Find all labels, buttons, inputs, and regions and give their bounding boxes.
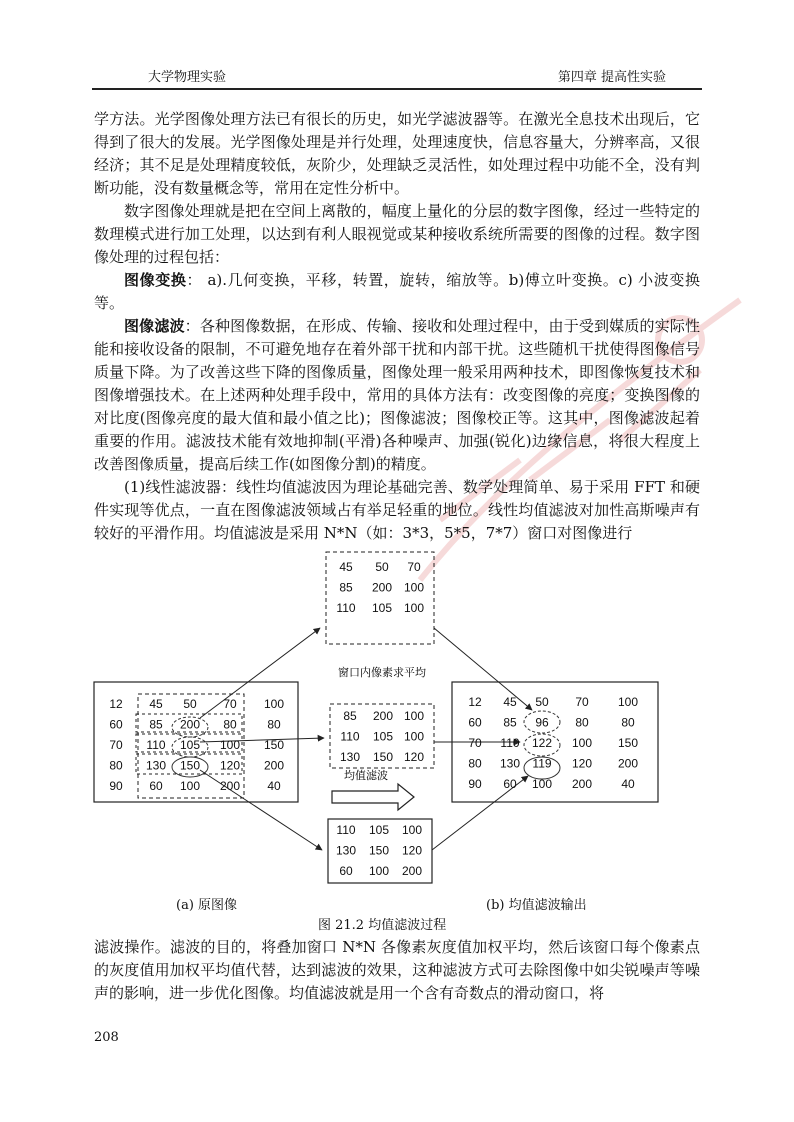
output-pixel-value: 100 (571, 736, 593, 750)
window-mid-value: 150 (372, 750, 394, 764)
window-bottom-value: 100 (401, 823, 423, 837)
output-pixel-value: 40 (621, 777, 635, 791)
output-pixel-value: 122 (531, 736, 553, 750)
window-top-value: 100 (403, 601, 425, 615)
arrow-to-middle-window (200, 738, 324, 742)
paragraph (94, 476, 700, 545)
window-top-value: 45 (339, 560, 353, 574)
output-pixel-value: 70 (468, 736, 482, 750)
window-top-value: 70 (407, 560, 421, 574)
original-pixel-value: 40 (267, 779, 281, 793)
output-pixel-value: 80 (468, 756, 482, 771)
arrow-to-top-window (200, 628, 320, 718)
window-top-value: 50 (375, 560, 389, 574)
window-top-value: 110 (336, 601, 356, 615)
original-pixel-value: 200 (179, 717, 201, 732)
original-pixel-value: 110 (146, 738, 166, 752)
paragraph-text: ：各种图像数据，在形成、传输、接收和处理过程中，由于受到媒质的实际性能和接收设备的限制，不可避免地存在着外部干扰和内部干扰。这些随机干扰使得图像信号质量下降。为了改善这些下降的图像质量，图像处理一般采用两种技术，即图像恢复技术和图像增强技术。在上述两种处理手段中，常用的具体方法有：改变图像的亮度；变换图像的对比度(图像亮度的最大值和最小值之比)；图像滤波；图像校正等。这其中，图像滤波起着重要的作用。滤波技术能有效地抑制(平滑)各种噪声、加强(锐化)边缘信息，将很大程度上改善图像质量，提高后续工作(如图像分割)的精度。 (94, 317, 700, 473)
original-pixel-value: 60 (149, 779, 163, 793)
output-pixel-value: 110 (500, 736, 520, 750)
original-pixel-value: 90 (109, 779, 123, 793)
window-mid-value: 200 (372, 709, 394, 723)
output-pixel-value: 200 (617, 756, 639, 771)
window-bottom-value: 60 (339, 864, 353, 878)
figure-label-b: (b) 均值滤波输出 (486, 898, 587, 913)
window-bottom-value: 130 (335, 843, 357, 858)
page-number: 208 (94, 1030, 119, 1045)
label-window-average: 窗口内像素求平均 (338, 666, 426, 679)
output-pixel-value: 119 (532, 756, 552, 771)
window-top-value: 100 (403, 580, 425, 595)
paragraph (94, 936, 700, 1005)
original-pixel-value: 70 (109, 738, 123, 752)
paragraph (94, 108, 700, 200)
paragraph-text: 滤波操作。滤波的目的，将叠加窗口 N*N 各像素灰度值加权平均，然后该窗口每个像素点的灰度值用加权平均值代替，达到滤波的效果，这种滤波方式可去除图像中如尖锐噪声等噪声的影响，进一步优化图像。均值滤波就是用一个含有奇数点的滑动窗口，将 (94, 938, 700, 1002)
window-mid-value: 120 (403, 750, 425, 764)
figure-caption: 图 21.2 均值滤波过程 (318, 918, 447, 933)
output-pixel-value: 60 (468, 715, 482, 730)
mean-filter-hollow-arrow (332, 784, 414, 810)
original-pixel-value: 150 (263, 738, 285, 752)
window-bottom-value: 120 (401, 843, 423, 858)
original-pixel-value: 12 (109, 697, 123, 711)
window-top-value: 105 (371, 601, 393, 615)
running-header-chapter: 第四章 提高性实验 (557, 70, 666, 85)
output-pixel-value: 80 (621, 715, 635, 730)
original-pixel-value: 45 (149, 697, 163, 711)
paragraph-text: 数字图像处理就是把在空间上离散的，幅度上量化的分层的数字图像，经过一些特定的数理模式进行加工处理，以达到有利人眼视觉或某种接收系统所需要的图像的过程。数字图像处理的过程包括： (94, 202, 700, 266)
output-pixel-value: 70 (575, 695, 589, 709)
window-mid-value: 110 (340, 729, 360, 744)
original-pixel-value: 150 (179, 758, 201, 773)
output-pixel-value: 90 (468, 777, 482, 791)
original-pixel-value: 85 (149, 717, 163, 732)
window-top-value: 85 (339, 580, 353, 595)
arrow-top-to-output (434, 628, 532, 710)
window-bottom-value: 100 (368, 864, 390, 878)
original-pixel-value: 120 (219, 758, 241, 773)
paragraph-text: 学方法。光学图像处理方法已有很长的历史，如光学滤波器等。在激光全息技术出现后，它得到了很大的发展。光学图像处理是并行处理，处理速度快，信息容量大，分辨率高，又很经济；其不足是处理精度较低，灰阶少，处理缺乏灵活性，如处理过程中功能不全，没有判断功能，没有数量概念等，常用在定性分析中。 (94, 110, 700, 197)
paragraph (94, 315, 700, 476)
window-mid-value: 105 (372, 729, 394, 744)
original-pixel-value: 80 (223, 717, 237, 732)
paragraph-text: ： a).几何变换，平移，转置，旋转，缩放等。b)傅立叶变换。c) 小波变换等。 (94, 271, 700, 312)
output-pixel-value: 12 (468, 695, 482, 709)
output-pixel-value: 100 (617, 695, 639, 709)
output-pixel-value: 150 (617, 736, 639, 750)
original-pixel-value: 80 (109, 758, 123, 773)
body-text-before-figure (94, 108, 700, 545)
original-pixel-value: 100 (179, 779, 201, 793)
original-pixel-value: 200 (263, 758, 285, 773)
original-pixel-value: 80 (267, 717, 281, 732)
original-pixel-value: 100 (263, 697, 285, 711)
output-pixel-value: 80 (575, 715, 589, 730)
paragraph-text: (1)线性滤波器：线性均值滤波因为理论基础完善、数学处理简单、易于采用 FFT 和硬件实现等优点，一直在图像滤波领域占有举足轻重的地位。线性均值滤波对加性高斯噪声有较好的平滑作用。均值滤波是采用 N*N（如：3*3，5*5，7*7）窗口对图像进行 (94, 478, 700, 542)
figure-label-a: (a) 原图像 (176, 898, 238, 913)
body-text-after-figure (94, 936, 700, 1005)
original-pixel-value: 50 (183, 697, 197, 711)
output-pixel-value: 100 (531, 777, 553, 791)
header-rule (92, 88, 702, 90)
figure-diagram (92, 548, 704, 920)
window-mid-value: 130 (339, 750, 361, 764)
paragraph (94, 269, 700, 315)
output-pixel-value: 45 (503, 695, 517, 709)
original-pixel-value: 70 (223, 697, 237, 711)
paragraph (94, 200, 700, 269)
figure-mean-filter (92, 548, 704, 933)
output-pixel-value: 85 (503, 715, 517, 730)
output-pixel-value: 50 (535, 695, 549, 709)
output-pixel-value: 96 (535, 715, 549, 730)
window-bottom-value: 110 (336, 823, 356, 837)
original-pixel-value: 200 (219, 779, 241, 793)
window-bottom-value: 150 (368, 843, 390, 858)
window-bottom-value: 105 (368, 823, 390, 837)
original-pixel-value: 100 (219, 738, 241, 752)
window-top-value: 200 (371, 580, 393, 595)
original-pixel-value: 130 (145, 758, 167, 773)
output-pixel-value: 120 (571, 756, 593, 771)
term-heading: 图像滤波 (124, 317, 185, 335)
window-mid-value: 85 (343, 709, 357, 723)
window-mid-value: 100 (403, 729, 425, 744)
original-pixel-value: 105 (179, 738, 201, 752)
running-header-book-title: 大学物理实验 (148, 70, 227, 85)
window-bottom-value: 200 (401, 864, 423, 878)
window-mid-value: 100 (403, 709, 425, 723)
original-pixel-value: 60 (109, 717, 123, 732)
output-pixel-value: 130 (499, 756, 521, 771)
output-pixel-value: 60 (503, 777, 517, 791)
label-mean-filter: 均值滤波 (344, 769, 388, 782)
term-heading: 图像变换 (124, 271, 187, 289)
arrow-to-bottom-window (200, 770, 322, 850)
output-pixel-value: 200 (571, 777, 593, 791)
